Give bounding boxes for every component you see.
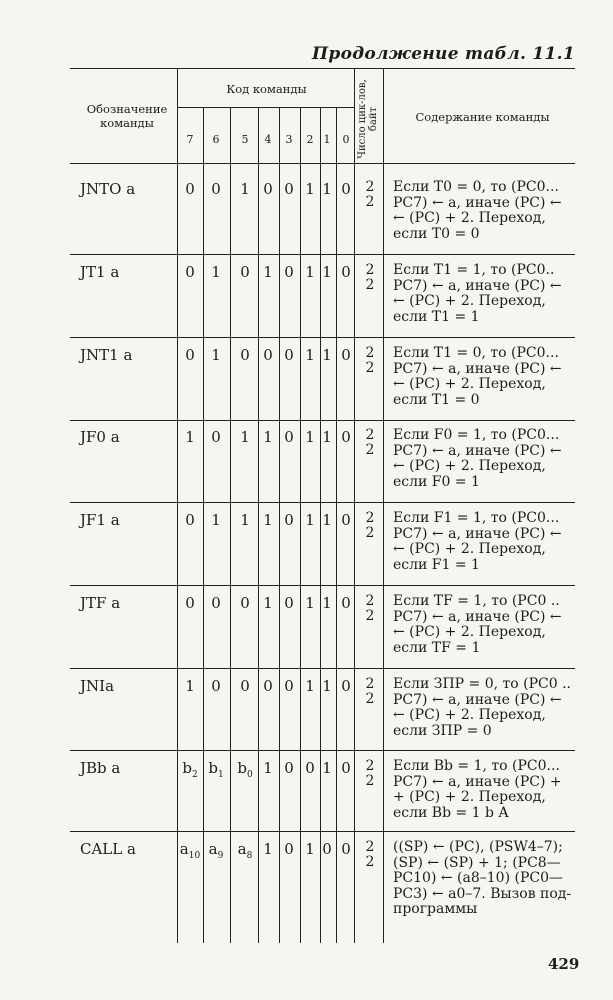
- description-line: Если ЗПР = 0, то (PC0 ..: [393, 676, 572, 692]
- cycles-value: 2: [365, 510, 375, 526]
- command-description: [393, 511, 575, 573]
- opcode-bit: 0: [284, 594, 294, 612]
- opcode-bit: 0: [211, 594, 221, 612]
- cycles-value: 2: [365, 345, 375, 361]
- command-name: CALL a: [80, 840, 136, 858]
- opcode-bit: 0: [341, 677, 351, 695]
- opcode-bit: 0: [284, 511, 294, 529]
- command-name: JTF a: [80, 594, 121, 612]
- description-line: PC3) ← a0–7. Вызов под-: [393, 885, 572, 902]
- opcode-bit: 0: [240, 677, 250, 695]
- description-line: PC7) ← a, иначе (PC) +: [393, 773, 562, 790]
- description-line: PC7) ← a, иначе (PC) ←: [393, 525, 562, 542]
- col-divider-name: [177, 68, 178, 943]
- command-name: JNT1 a: [80, 346, 133, 364]
- bit-number-label: 5: [241, 133, 249, 146]
- opcode-bit: 0: [240, 346, 250, 364]
- opcode-bit: 0: [341, 759, 351, 777]
- cycles-value: 2: [365, 676, 375, 692]
- command-description: [393, 346, 575, 408]
- bit-number-label: 2: [306, 133, 314, 146]
- opcode-bit: 1: [263, 263, 273, 281]
- description-line: Если F1 = 1, то (PC0...: [393, 510, 560, 526]
- opcode-bit: 0: [185, 511, 195, 529]
- opcode-bit: 0: [305, 759, 315, 777]
- bytes-value: 2: [365, 773, 375, 789]
- opcode-bit: 0: [284, 840, 294, 858]
- opcode-bit: 1: [263, 840, 273, 858]
- description-line: если TF = 1: [393, 639, 481, 656]
- bytes-value: 2: [365, 854, 375, 870]
- description-line: ← (PC) + 2. Переход,: [393, 624, 546, 640]
- opcode-bit: 0: [240, 594, 250, 612]
- opcode-bit: 0: [341, 511, 351, 529]
- opcode-bit: 0: [185, 346, 195, 364]
- command-description: [393, 677, 575, 739]
- row-divider: [70, 337, 575, 338]
- description-line: если Bb = 1 b A: [393, 804, 509, 821]
- description-line: ← (PC) + 2. Переход,: [393, 376, 546, 392]
- opcode-bit: 1: [322, 180, 332, 198]
- command-description: [393, 428, 575, 490]
- row-divider: [70, 668, 575, 669]
- bit-number-label: 3: [285, 133, 293, 146]
- bit-number-label: 6: [212, 133, 220, 146]
- description-line: программы: [393, 901, 478, 917]
- opcode-bit: 0: [341, 428, 351, 446]
- bit-number-label: 4: [264, 133, 272, 146]
- opcode-bit: 1: [322, 677, 332, 695]
- opcode-bit: 1: [263, 428, 273, 446]
- opcode-bit: 0: [284, 759, 294, 777]
- opcode-bit: 0: [284, 346, 294, 364]
- row-divider: [70, 585, 575, 586]
- opcode-bit: 1: [263, 511, 273, 529]
- opcode-bit: 0: [185, 594, 195, 612]
- bytes-value: 2: [365, 360, 375, 376]
- page-number: 429: [548, 955, 580, 973]
- description-line: если Т1 = 0: [393, 391, 480, 408]
- description-line: + (PC) + 2. Переход,: [393, 789, 546, 805]
- header-bottom-rule: [70, 163, 575, 164]
- table-caption: Продолжение табл. 11.1: [312, 44, 575, 64]
- command-name: JNTO a: [80, 180, 136, 198]
- description-line: PC7) ← a, иначе (PC) ←: [393, 442, 562, 459]
- description-line: ← (PC) + 2. Переход,: [393, 210, 546, 226]
- bit-column-divider: [230, 107, 231, 943]
- opcode-bit: 1: [240, 428, 250, 446]
- opcode-bit: $b_0$: [237, 759, 253, 780]
- description-line: если F0 = 1: [393, 473, 480, 490]
- header-name-label: Обозначение команды: [86, 102, 168, 130]
- description-line: ← (PC) + 2. Переход,: [393, 293, 546, 309]
- bytes-value: 2: [365, 691, 375, 707]
- command-description: [393, 840, 575, 918]
- description-line: PC7) ← a, иначе (PC) ←: [393, 194, 562, 211]
- description-line: Если TF = 1, то (PC0 ..: [393, 593, 560, 609]
- description-line: PC7) ← a, иначе (PC) ←: [393, 360, 562, 377]
- opcode-bit: 0: [341, 594, 351, 612]
- command-name: JF0 a: [80, 428, 120, 446]
- bytes-value: 2: [365, 442, 375, 458]
- opcode-bit: 1: [211, 263, 221, 281]
- cycles-value: 2: [365, 262, 375, 278]
- header-desc-label: Содержание команды: [415, 110, 550, 124]
- opcode-bit: 0: [211, 180, 221, 198]
- opcode-bit: 0: [211, 428, 221, 446]
- cycles-value: 2: [365, 758, 375, 774]
- opcode-bit: 1: [211, 346, 221, 364]
- description-line: Если Т1 = 0, то (PC0...: [393, 345, 559, 361]
- opcode-bit: 0: [263, 346, 273, 364]
- opcode-bit: 0: [185, 180, 195, 198]
- command-description: [393, 263, 575, 325]
- command-name: JF1 a: [80, 511, 120, 529]
- opcode-bit: 1: [322, 594, 332, 612]
- description-line: если F1 = 1: [393, 556, 480, 573]
- table-top-rule: [70, 68, 575, 69]
- opcode-bit: 1: [211, 511, 221, 529]
- opcode-bit: 1: [322, 428, 332, 446]
- opcode-bit: 0: [341, 346, 351, 364]
- opcode-bit: 0: [284, 263, 294, 281]
- cycles-value: 2: [365, 593, 375, 609]
- bit-number-label: 7: [186, 133, 194, 146]
- opcode-bit: 0: [322, 840, 332, 858]
- opcode-bit: 0: [341, 840, 351, 858]
- description-line: PC7) ← a, иначе (PC) ←: [393, 608, 562, 625]
- row-divider: [70, 420, 575, 421]
- opcode-bit: 1: [263, 594, 273, 612]
- description-line: если Т0 = 0: [393, 225, 480, 242]
- opcode-bit: 1: [305, 428, 315, 446]
- command-description: [393, 594, 575, 656]
- description-line: ← (PC) + 2. Переход,: [393, 707, 546, 723]
- opcode-bit: 1: [322, 346, 332, 364]
- header-code-label: Код команды: [226, 82, 307, 96]
- opcode-bit: 1: [305, 840, 315, 858]
- opcode-bit: $a_{10}$: [179, 840, 201, 861]
- opcode-bit: 0: [341, 263, 351, 281]
- row-divider: [70, 502, 575, 503]
- opcode-bit: $b_2$: [182, 759, 198, 780]
- row-divider: [70, 831, 575, 832]
- opcode-bit: 0: [284, 428, 294, 446]
- description-line: PC7) ← a, иначе (PC) ←: [393, 277, 562, 294]
- opcode-bit: 1: [240, 511, 250, 529]
- description-line: если ЗПР = 0: [393, 722, 492, 739]
- opcode-bit: 1: [322, 511, 332, 529]
- bit-number-label: 1: [323, 133, 331, 146]
- cycles-value: 2: [365, 179, 375, 195]
- opcode-bit: 0: [284, 180, 294, 198]
- opcode-bit: 1: [263, 759, 273, 777]
- description-line: (SP) ← (SP) + 1; (PC8—: [393, 854, 561, 871]
- command-name: JNIa: [80, 677, 115, 695]
- opcode-bit: 1: [305, 677, 315, 695]
- command-description: [393, 180, 575, 242]
- cycles-value: 2: [365, 839, 375, 855]
- col-divider-cycles-left: [354, 68, 355, 943]
- command-description: [393, 759, 575, 821]
- opcode-bit: 1: [322, 263, 332, 281]
- bytes-value: 2: [365, 277, 375, 293]
- bytes-value: 2: [365, 194, 375, 210]
- opcode-bit: 0: [211, 677, 221, 695]
- description-line: ((SP) ← (PC), (PSW4–7);: [393, 839, 563, 855]
- command-name: JBb a: [80, 759, 121, 777]
- command-name: JT1 a: [80, 263, 120, 281]
- opcode-bit: $b_1$: [208, 759, 224, 780]
- opcode-bit: 1: [305, 511, 315, 529]
- row-divider: [70, 750, 575, 751]
- opcode-bit: 0: [284, 677, 294, 695]
- opcode-bit: 0: [185, 263, 195, 281]
- description-line: PC10) ← (a8–10) (PC0—: [393, 870, 563, 886]
- opcode-bit: 1: [240, 180, 250, 198]
- opcode-bit: 0: [240, 263, 250, 281]
- opcode-bit: 0: [263, 677, 273, 695]
- opcode-bit: $a_8$: [237, 840, 253, 861]
- opcode-bit: 0: [341, 180, 351, 198]
- opcode-bit: 1: [185, 677, 195, 695]
- description-line: ← (PC) + 2. Переход,: [393, 458, 546, 474]
- col-divider-cycles-right: [383, 68, 384, 943]
- description-line: Если Т1 = 1, то (PC0..: [393, 262, 555, 278]
- opcode-bit: 1: [305, 263, 315, 281]
- header-cycles-label: Число цик-лов, байт: [357, 79, 379, 159]
- opcode-bit: $a_9$: [208, 840, 224, 861]
- opcode-bit: 1: [305, 180, 315, 198]
- bytes-value: 2: [365, 608, 375, 624]
- opcode-bit: 1: [305, 346, 315, 364]
- description-line: PC7) ← a, иначе (PC) ←: [393, 691, 562, 708]
- opcode-bit: 0: [263, 180, 273, 198]
- bit-number-label: 0: [342, 133, 350, 146]
- description-line: Если Bb = 1, то (PC0...: [393, 758, 560, 774]
- code-header-rule: [178, 107, 355, 108]
- row-divider: [70, 254, 575, 255]
- description-line: Если Т0 = 0, то (PC0...: [393, 179, 559, 195]
- bytes-value: 2: [365, 525, 375, 541]
- description-line: если Т1 = 1: [393, 308, 480, 325]
- description-line: Если F0 = 1, то (PC0...: [393, 427, 560, 443]
- header-cycles-cell: [353, 75, 383, 163]
- opcode-bit: 1: [322, 759, 332, 777]
- opcode-bit: 1: [305, 594, 315, 612]
- description-line: ← (PC) + 2. Переход,: [393, 541, 546, 557]
- opcode-bit: 1: [185, 428, 195, 446]
- cycles-value: 2: [365, 427, 375, 443]
